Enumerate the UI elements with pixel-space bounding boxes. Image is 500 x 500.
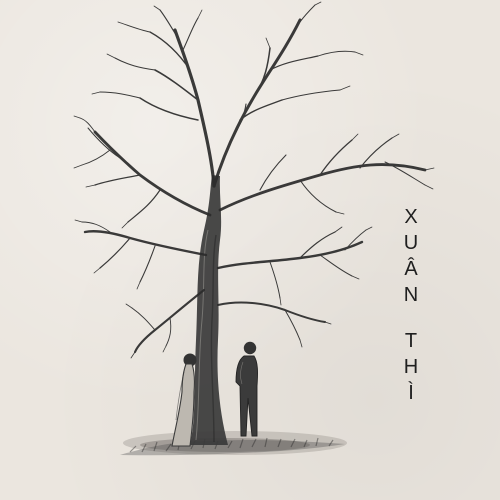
title-char: Ì bbox=[408, 382, 414, 404]
title-char: H bbox=[403, 356, 419, 378]
title-char: U bbox=[403, 232, 419, 254]
album-title-word-xuan bbox=[398, 204, 424, 308]
man-figure bbox=[236, 342, 258, 436]
title-char: N bbox=[403, 284, 419, 306]
tree-branches bbox=[74, 2, 434, 358]
title-char: X bbox=[404, 206, 418, 228]
title-char: Â bbox=[404, 258, 418, 280]
album-title-word-thi bbox=[398, 328, 424, 406]
title-char: T bbox=[404, 330, 418, 352]
ground-shadow bbox=[120, 431, 347, 455]
